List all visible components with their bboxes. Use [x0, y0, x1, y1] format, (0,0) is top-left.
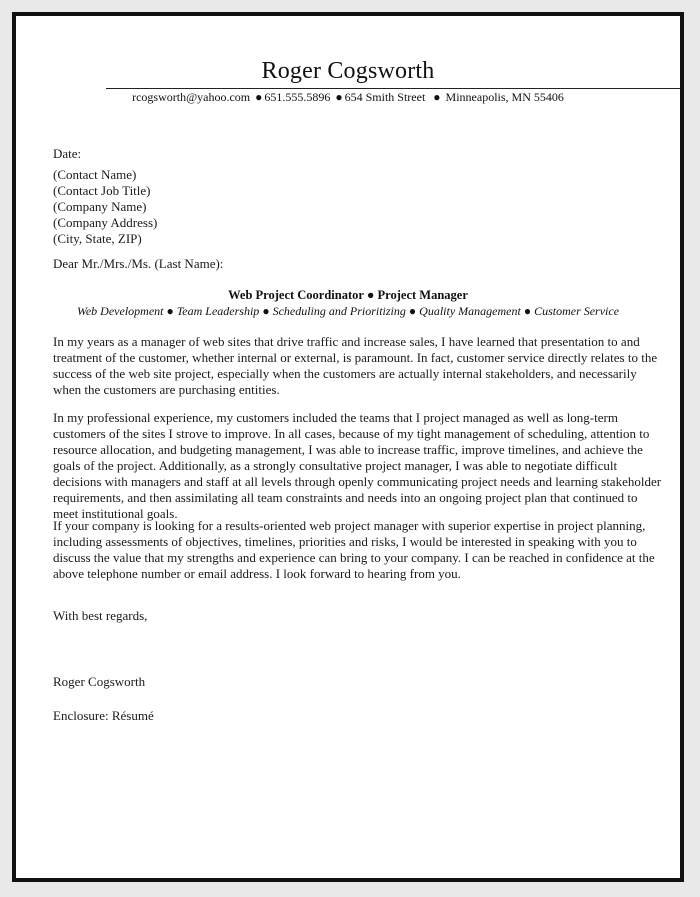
- skill-item: Team Leadership: [176, 304, 260, 318]
- sender-name: Roger Cogsworth: [261, 58, 435, 84]
- bullet-separator: ●: [166, 304, 174, 318]
- date-label: Date:: [53, 146, 82, 161]
- recipient-block: [53, 167, 663, 247]
- body-paragraph-2: In my professional experience, my customers included the teams that I project managed as well as long-term customers of the sites I strove to improve. In all cases, because of my tight management of scheduling, attention to resource allocation, and budgeting management, I was able to increase traffic, improve timelines, and achieve the goals of the project. Additionally, as a strongly consultative project manager, I was able to negotiate difficult decisions with managers and staff at all levels through openly communicating project needs and learning stakeholder requirements, and then assimilating all team constraints and needs into an ongoing project plan that continued to meet institutional goals.: [53, 410, 662, 521]
- recipient-contact-name: (Contact Name): [53, 167, 137, 182]
- skill-item: Web Development: [76, 304, 164, 318]
- enclosure-note: Enclosure: Résumé: [53, 708, 154, 723]
- skill-item: Customer Service: [534, 304, 620, 318]
- bullet-separator: ●: [262, 304, 270, 318]
- headline-title-1: Web Project Coordinator: [228, 288, 364, 302]
- sender-email: rcogsworth@yahoo.com: [132, 90, 251, 104]
- contact-line: [16, 90, 680, 105]
- closing: With best regards,: [53, 608, 148, 623]
- recipient-contact-title: (Contact Job Title): [53, 183, 151, 198]
- signer-name: Roger Cogsworth: [53, 674, 146, 689]
- sender-street: 654 Smith Street: [344, 90, 426, 104]
- cover-letter-page: [16, 16, 680, 878]
- recipient-company-address: (Company Address): [53, 215, 158, 230]
- bullet-separator: ●: [366, 288, 375, 302]
- body-paragraph-1: In my years as a manager of web sites that drive traffic and increase sales, I have learned that presentation to and treatment of the customer, whether internal or external, is paramount. In fact, customer service directly relates to the success of the web site project, especially when the customers are actually internal stakeholders, and necessarily when the customers are purchasing entities.: [53, 334, 658, 397]
- bullet-separator: ●: [335, 90, 343, 104]
- sender-phone: 651.555.5896: [264, 90, 331, 104]
- bullet-separator: ●: [523, 304, 532, 318]
- body-paragraph-3: If your company is looking for a results-oriented web project manager with superior expertise in project planning, including assessments of objectives, timelines, priorities and risks, I would be interested in speaking with you to discuss the value that my strengths and experience can bring to your company. I can be reached in confidence at the above telephone number or email address. I look forward to hearing from you.: [53, 518, 655, 581]
- skills-line: [16, 304, 680, 319]
- header-rule: [106, 88, 680, 89]
- document-frame: [12, 12, 684, 882]
- skill-item: Scheduling and Prioritizing: [272, 304, 406, 318]
- skill-item: Quality Management: [419, 304, 521, 318]
- position-headline: [16, 288, 680, 303]
- salutation: Dear Mr./Mrs./Ms. (Last Name):: [53, 256, 224, 271]
- recipient-company-name: (Company Name): [53, 199, 147, 214]
- headline-title-2: Project Manager: [377, 288, 468, 302]
- bullet-separator: ●: [433, 90, 441, 104]
- bullet-separator: ●: [255, 90, 263, 104]
- recipient-city-state-zip: (City, State, ZIP): [53, 231, 142, 246]
- bullet-separator: ●: [408, 304, 417, 318]
- sender-city: Minneapolis, MN 55406: [445, 90, 564, 104]
